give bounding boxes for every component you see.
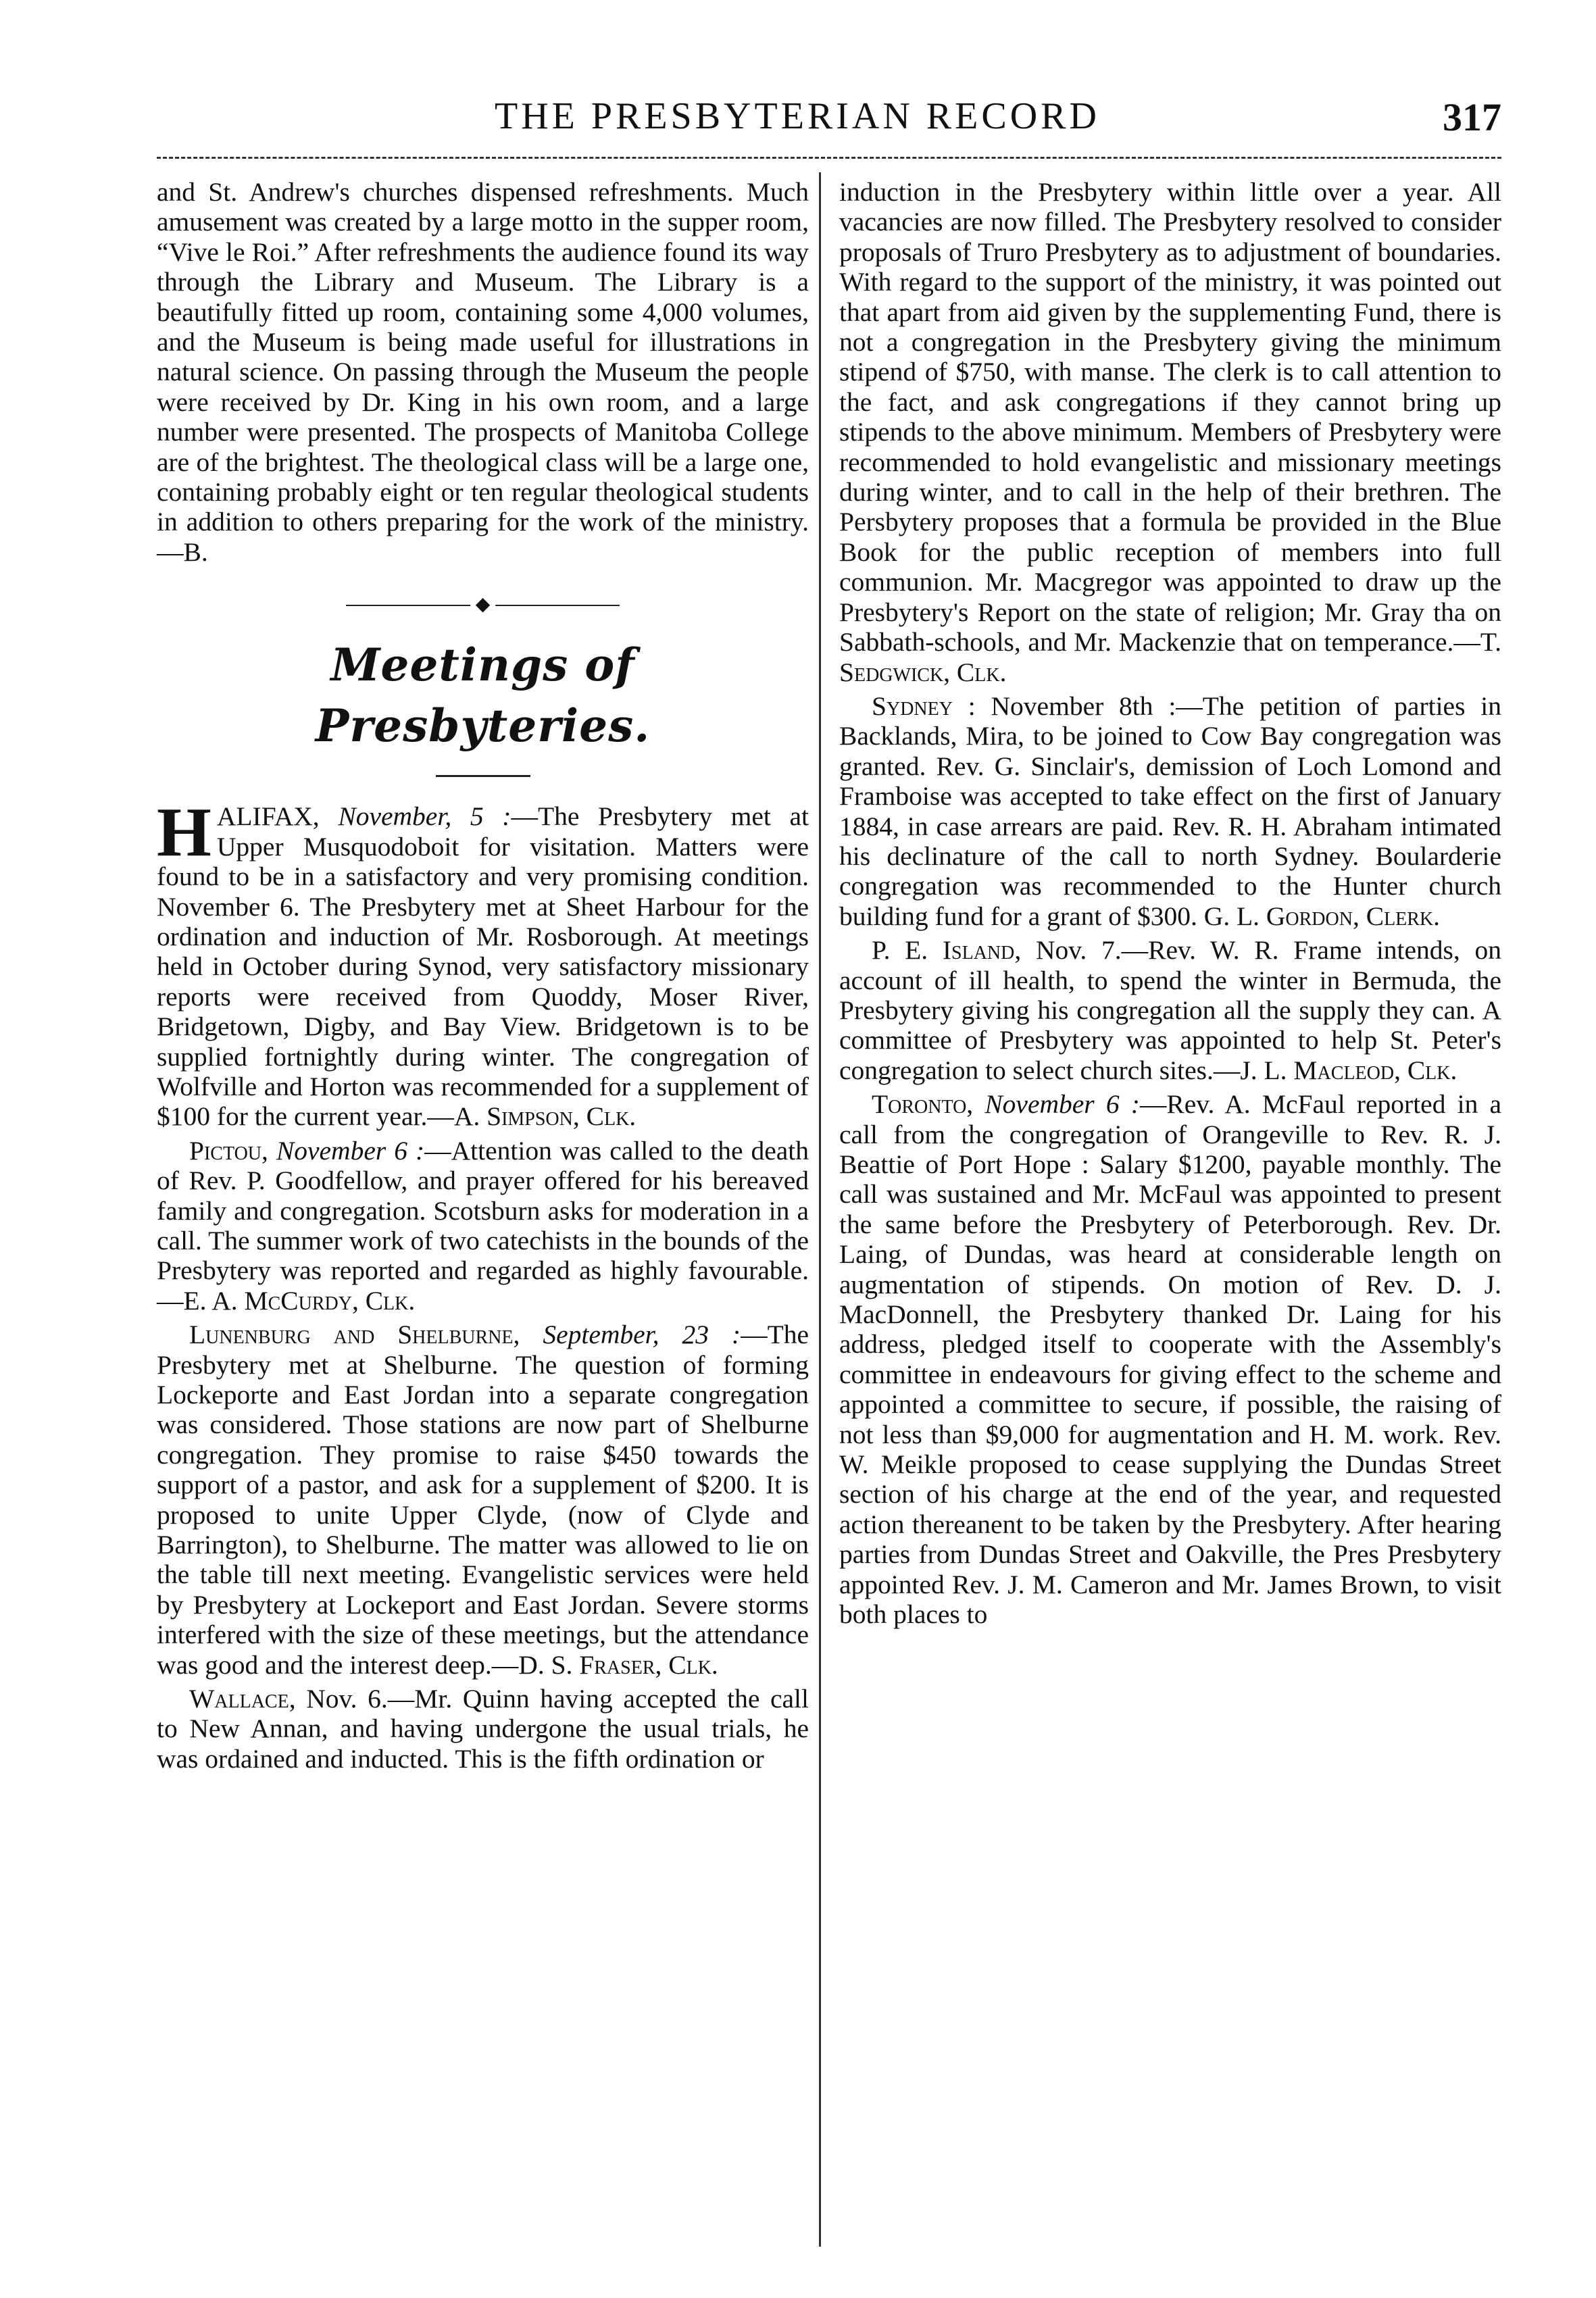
ornament-divider — [157, 584, 809, 625]
halifax-report — [157, 793, 809, 1132]
lunenburg-report — [157, 1320, 809, 1680]
toronto-report — [839, 1089, 1501, 1629]
meeting-date: November, 5 : — [338, 801, 512, 832]
meeting-date: November 6 : — [984, 1089, 1140, 1120]
clerk-signature: E. A. McCurdy, Clk. — [183, 1285, 416, 1316]
page-number: 317 — [1443, 95, 1501, 139]
page-header — [157, 95, 1501, 149]
left-column — [157, 177, 809, 1774]
place-name: ALIFAX, — [216, 801, 320, 832]
clerk-signature: G. L. Gordon, Clerk. — [1203, 901, 1441, 931]
sydney-report — [839, 691, 1501, 931]
section-heading: Meetings of Presbyteries. — [315, 639, 651, 753]
clerk-signature: J. L. Macleod, Clk. — [1240, 1055, 1457, 1085]
report-text: —Attention was called to the death of Rev. P. Goodfellow, and prayer offered for his bereaved family and congregation. Scotsburn asks for moderation in a call. The summer work of two catechists in the bounds of the Presbytery was reported and regarded as highly favourable.— — [157, 1135, 809, 1316]
continued-report — [839, 177, 1501, 687]
report-text: —Rev. A. McFaul reported in a call from the congregation of Orangeville to Rev. R. J. Beattie of Port Hope : Salary $1200, payable monthly. The call was sustained and Mr. McFaul was appointed to present the same before the Presbytery of Peterborough. Rev. Dr. Laing, of Dundas, was heard at considerable length on augmentation of stipends. On motion of Rev. D. J. MacDonnell, the Presbytery thanked Dr. Laing for his address, pledged itself to cooperate with the Assembly's committee in endeavours for giving effect to the scheme and appointed a committee to secure, if possible, the raising of not less than $9,000 for augmentation and H. M. work. Rev. W. Meikle proposed to cease supplying the Dundas Street section of his charge at the end of the year, and requested action thereanent to be taken by the Presbytery. After hearing parties from Dundas Street and Oakville, the Pres Presbytery appointed Rev. J. M. Cameron and Mr. James Brown, to visit both places to — [839, 1089, 1502, 1630]
meeting-date: November 6 : — [276, 1135, 425, 1166]
report-text: Nov. 6.—Mr. Quinn having accepted the call to New Annan, and having undergone the usual trials, he was ordained and inducted. This is the fifth ordination or — [157, 1684, 809, 1774]
pei-report — [839, 935, 1501, 1085]
header-rule — [157, 157, 1501, 159]
pictou-report — [157, 1136, 809, 1316]
place-name: Wallace, — [189, 1684, 296, 1714]
wallace-report — [157, 1684, 809, 1774]
clerk-signature: D. S. Fraser, Clk. — [518, 1649, 718, 1680]
running-title: THE PRESBYTERIAN RECORD — [495, 95, 1100, 137]
clerk-signature: A. Simpson, Clk. — [453, 1101, 637, 1132]
place-name: Lunenburg and Shelburne, — [189, 1320, 520, 1350]
place-name: Sydney : — [872, 691, 976, 721]
report-text: November 8th :—The petition of parties in Backlands, Mira, to be joined to Cow Bay congregation was granted. Rev. G. Sinclair's, demission of Loch Lomond and Framboise was accepted to take effect on the first of January 1884, in case arrears are paid. Rev. R. H. Abraham intimated his declinature of the call to north Sydney. Boularderie congregation was recommended to the Hunter church building fund for a grant of $300. — [839, 691, 1501, 931]
column-divider — [819, 172, 821, 2247]
heading-rule — [436, 775, 530, 777]
report-text: induction in the Presbytery within little over a year. All vacancies are now filled. The Presbytery resolved to consider proposals of Truro Presbytery as to adjustment of boundaries. With regard to the support of the ministry, it was pointed out that apart from aid given by the supplementing Fund, there is not a congregation in the Presbytery giving the minimum stipend of $750, with manse. The clerk is to call attention to the fact, and ask congregations if they cannot bring up stipends to the above minimum. Members of Presbytery were recommended to hold evangelistic and missionary meetings during winter, and to call in the help of their brethren. The Persbytery proposes that a formula be provided in the Blue Book for the public reception of members into full communion. Mr. Macgregor was appointed to draw up the Presbytery's Report on the state of religion; Mr. Gray tha on Sabbath-schools, and Mr. Mackenzie that on temperance.— — [839, 177, 1501, 657]
drop-cap: H — [157, 793, 211, 872]
place-name: P. E. Island, — [872, 935, 1022, 966]
place-name: Toronto, — [872, 1089, 974, 1120]
intro-paragraph: and St. Andrew's churches dispensed refreshments. Much amusement was created by a large motto in the supper room, “Vive le Roi.” After refreshments the audience found its way through the Library and Museum. The Library is a beautifully fitted up room, containing some 4,000 volumes, and the Museum is being made useful for illustrations in natural science. On passing through the Museum the people were received by Dr. King in his own room, and a large number were presented. The prospects of Manitoba College are of the brightest. The theological class will be a large one, containing probably eight or ten regular theological students in addition to others preparing for the work of the ministry.—B. — [157, 177, 809, 567]
clerk-signature: T. Sedgwick, Clk. — [839, 627, 1501, 687]
right-column — [839, 177, 1501, 1630]
meeting-date: September, 23 : — [543, 1320, 741, 1350]
report-text: Nov. 7.—Rev. W. R. Frame intends, on account of ill health, to spend the winter in Bermuda, the Presbytery giving his congregation all the supply they can. A committee of Presbytery was appointed to help St. Peter's congregation to select church sites.— — [839, 935, 1501, 1085]
report-text: —The Presbytery met at Shelburne. The question of forming Lockeporte and East Jordan into a separate congregation was considered. Those stations are now part of Shelburne congregation. They promise to raise $450 towards the support of a pastor, and ask for a supplement of $200. It is proposed to unite Upper Clyde, (now of Clyde and Barrington), to Shelburne. The matter was allowed to lie on the table till next meeting. Evangelistic services were held by Presbytery at Lockeport and East Jordan. Severe storms interfered with the size of these meetings, but the attendance was good and the interest deep.— — [157, 1320, 809, 1680]
place-name: Pictou, — [189, 1135, 268, 1166]
report-text: —The Presbytery met at Upper Musquodoboit for visitation. Matters were found to be in a satisfactory and very promising condition. November 6. The Presbytery met at Sheet Harbour for the ordination and induction of Mr. Rosborough. At meetings held in October during Synod, very satisfactory missionary reports were received from Quoddy, Moser River, Bridgetown, Digby, and Bay View. Bridgetown is to be supplied fortnightly during winter. The congregation of Wolfville and Horton was recommended for a supplement of $100 for the current year.— — [157, 801, 809, 1132]
